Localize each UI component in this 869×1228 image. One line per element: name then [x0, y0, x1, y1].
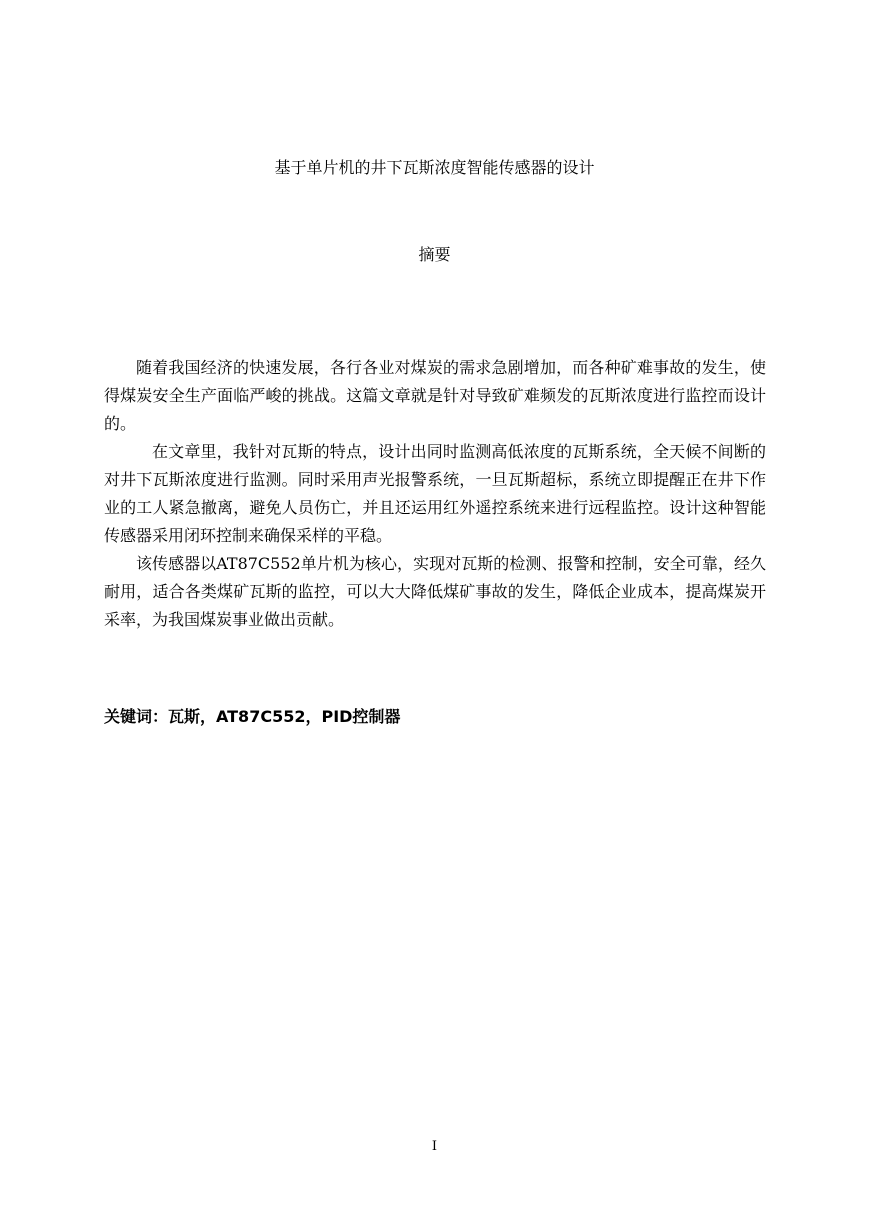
abstract-body: [104, 354, 766, 634]
abstract-heading: 摘要: [418, 245, 451, 264]
abstract-paragraph: 该传感器以AT87C552单片机为核心，实现对瓦斯的检测、报警和控制，安全可靠，经久耐用，适合各类煤矿瓦斯的监控，可以大大降低煤矿事故的发生，降低企业成本，提高煤炭开采率，为我国煤炭事业做出贡献。: [104, 554, 766, 629]
document-title: 基于单片机的井下瓦斯浓度智能传感器的设计: [274, 158, 595, 177]
page-number: I: [431, 1139, 438, 1154]
abstract-paragraph: 随着我国经济的快速发展，各行各业对煤炭的需求急剧增加，而各种矿难事故的发生，使得煤炭安全生产面临严峻的挑战。这篇文章就是针对导致矿难频发的瓦斯浓度进行监控而设计的。: [104, 358, 766, 433]
abstract-paragraph: 在文章里，我针对瓦斯的特点，设计出同时监测高低浓度的瓦斯系统，全天候不间断的对井下瓦斯浓度进行监测。同时采用声光报警系统，一旦瓦斯超标，系统立即提醒正在井下作业的工人紧急撤离，避免人员伤亡，并且还运用红外遥控系统来进行远程监控。设计这种智能传感器采用闭环控制来确保采样的平稳。: [104, 442, 766, 545]
keywords-line: 关键词：瓦斯，AT87C552，PID控制器: [104, 707, 401, 726]
